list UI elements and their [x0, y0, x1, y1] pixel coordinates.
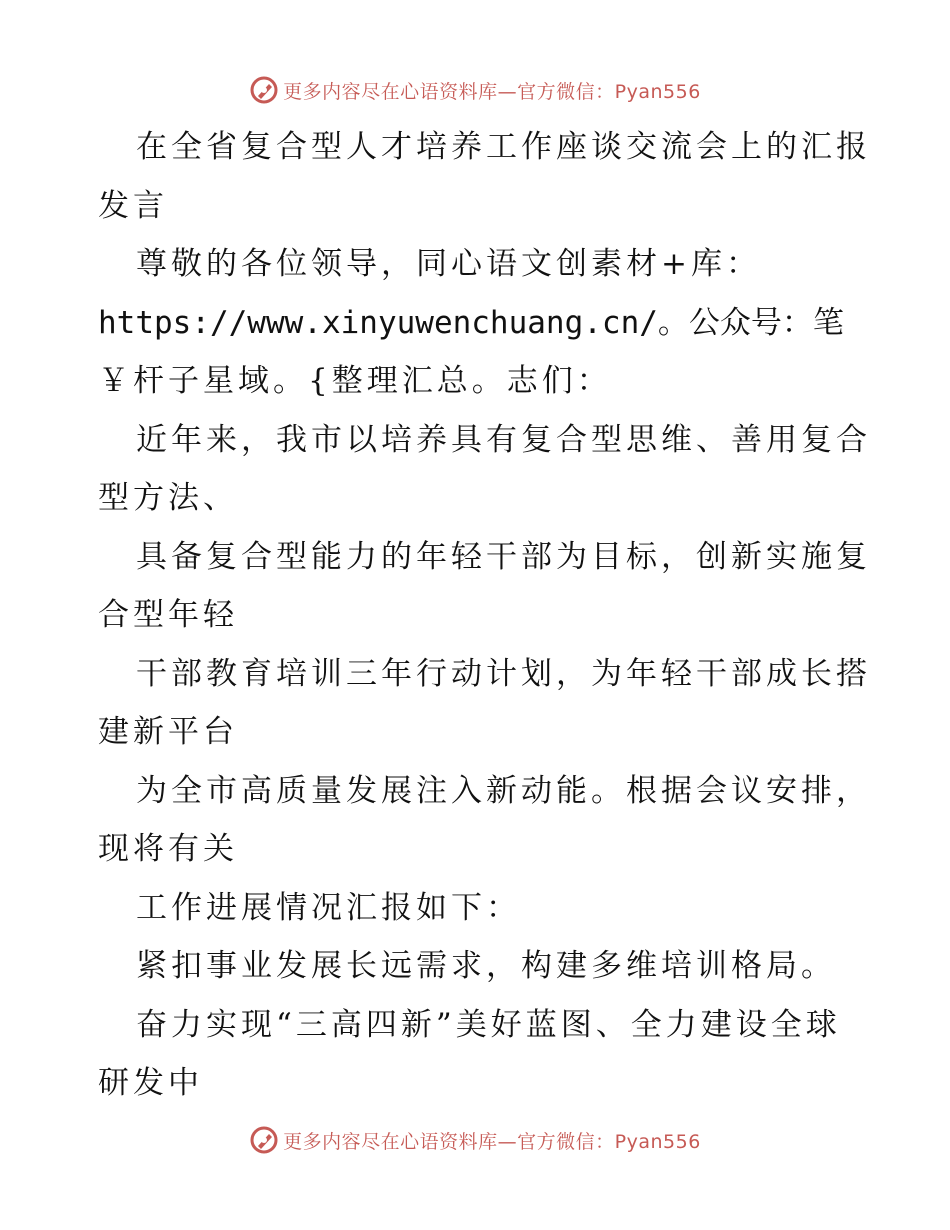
- brand-logo-icon: [249, 75, 279, 105]
- text-line: 具备复合型能力的年轻干部为目标，创新实施复: [136, 538, 871, 575]
- text-line: 现将有关: [98, 831, 238, 867]
- text-line: 合型年轻: [98, 597, 238, 633]
- document-body: [98, 118, 871, 1113]
- watermark-text: 更多内容尽在心语资料库—官方微信：Pyan556: [283, 1130, 701, 1153]
- title-line: 在全省复合型人才培养工作座谈交流会上的汇报: [136, 129, 871, 165]
- url-line: https://www.xinyuwenchuang.cn/。公众号：笔: [98, 304, 844, 341]
- footer-watermark: [0, 1120, 950, 1160]
- text-line: 工作进展情况汇报如下：: [136, 889, 521, 926]
- text-line: 建新平台: [98, 714, 238, 750]
- text-line: 奋力实现“三高四新”美好蓝图、全力建设全球: [136, 1006, 841, 1043]
- brand-logo-icon: [249, 1125, 279, 1155]
- text-line: 型方法、: [98, 480, 238, 516]
- text-line: 干部教育培训三年行动计划，为年轻干部成长搭: [136, 655, 871, 692]
- salutation-line: 尊敬的各位领导，同心语文创素材+库：: [136, 246, 761, 282]
- watermark-text: 更多内容尽在心语资料库—官方微信：Pyan556: [283, 80, 701, 103]
- text-line: 研发中: [98, 1065, 203, 1101]
- text-line: 紧扣事业发展长远需求，构建多维培训格局。: [136, 948, 836, 984]
- text-line: ￥杆子星域。{整理汇总。志们：: [98, 363, 612, 399]
- text-line: 为全市高质量发展注入新动能。根据会议安排，: [136, 772, 871, 809]
- header-watermark: [0, 70, 950, 110]
- text-line: 近年来，我市以培养具有复合型思维、善用复合: [136, 421, 871, 458]
- title-line-cont: 发言: [98, 187, 168, 224]
